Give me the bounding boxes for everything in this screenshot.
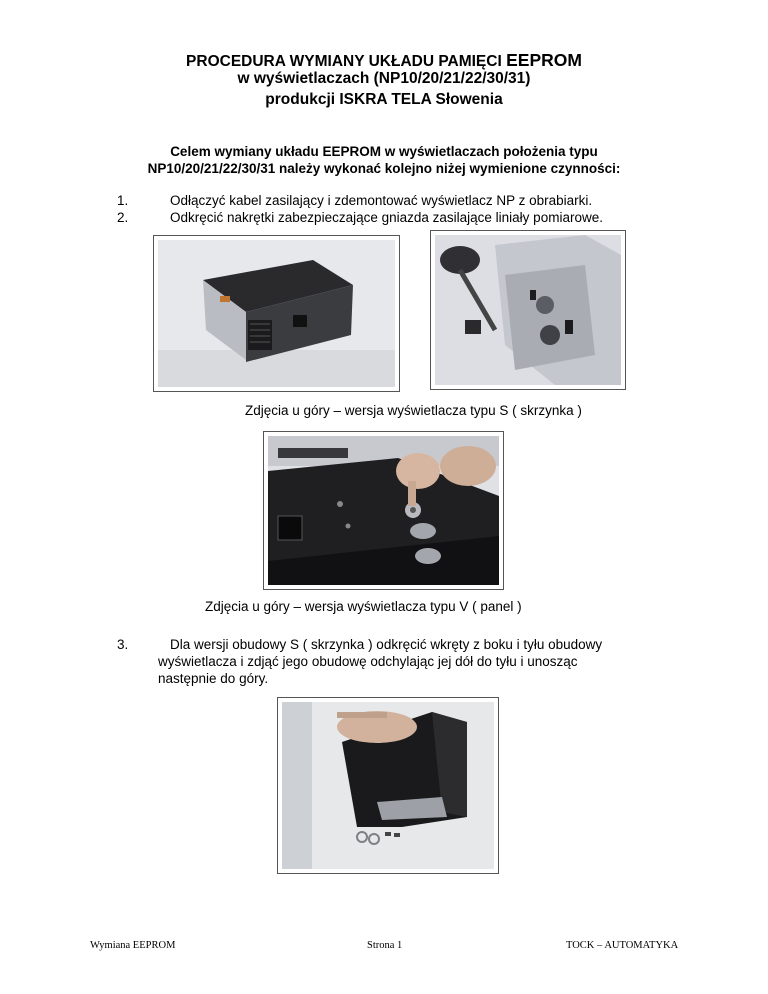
title-text: PROCEDURA WYMIANY UKŁADU PAMIĘCI bbox=[186, 53, 507, 70]
photo-box-housing bbox=[153, 235, 400, 392]
step-1-number: 1. bbox=[117, 193, 129, 208]
footer-page-number: Strona 1 bbox=[367, 940, 403, 951]
step-1-text: Odłączyć kabel zasilający i zdemontować wyświetlacz NP z obrabiarki. bbox=[170, 193, 593, 208]
step-2-number: 2. bbox=[117, 210, 129, 225]
document-title bbox=[0, 50, 768, 71]
caption-version-s: Zdjęcia u góry – wersja wyświetlacza typu S ( skrzynka ) bbox=[245, 403, 582, 418]
title-eeprom: EEPROM bbox=[506, 50, 582, 70]
document-subtitle-line2: w wyświetlaczach (NP10/20/21/22/30/31) bbox=[237, 70, 531, 87]
photo-panel bbox=[263, 431, 504, 590]
intro-line-2: NP10/20/21/22/30/31 należy wykonać kolejno niżej wymienione czynności: bbox=[147, 161, 621, 176]
step-3-line-3: następnie do góry. bbox=[158, 671, 269, 686]
photo-remove-cover bbox=[277, 697, 499, 874]
step-3-number: 3. bbox=[117, 637, 129, 652]
step-3-line-1: Dla wersji obudowy S ( skrzynka ) odkręcić wkręty z boku i tyłu obudowy bbox=[170, 637, 603, 652]
photo-box-tool bbox=[430, 230, 626, 390]
step-3-line-2: wyświetlacza i zdjąć jego obudowę odchylając jej dół do tyłu i unosząc bbox=[158, 654, 578, 669]
document-subtitle-line3: produkcji ISKRA TELA Słowenia bbox=[265, 91, 503, 108]
footer-right: TOCK – AUTOMATYKA bbox=[566, 940, 679, 951]
caption-version-v: Zdjęcia u góry – wersja wyświetlacza typu V ( panel ) bbox=[205, 599, 522, 614]
footer-left: Wymiana EEPROM bbox=[90, 940, 176, 951]
intro-line-1: Celem wymiany układu EEPROM w wyświetlaczach położenia typu bbox=[170, 144, 598, 159]
step-2-text: Odkręcić nakrętki zabezpieczające gniazda zasilające liniały pomiarowe. bbox=[170, 210, 603, 225]
